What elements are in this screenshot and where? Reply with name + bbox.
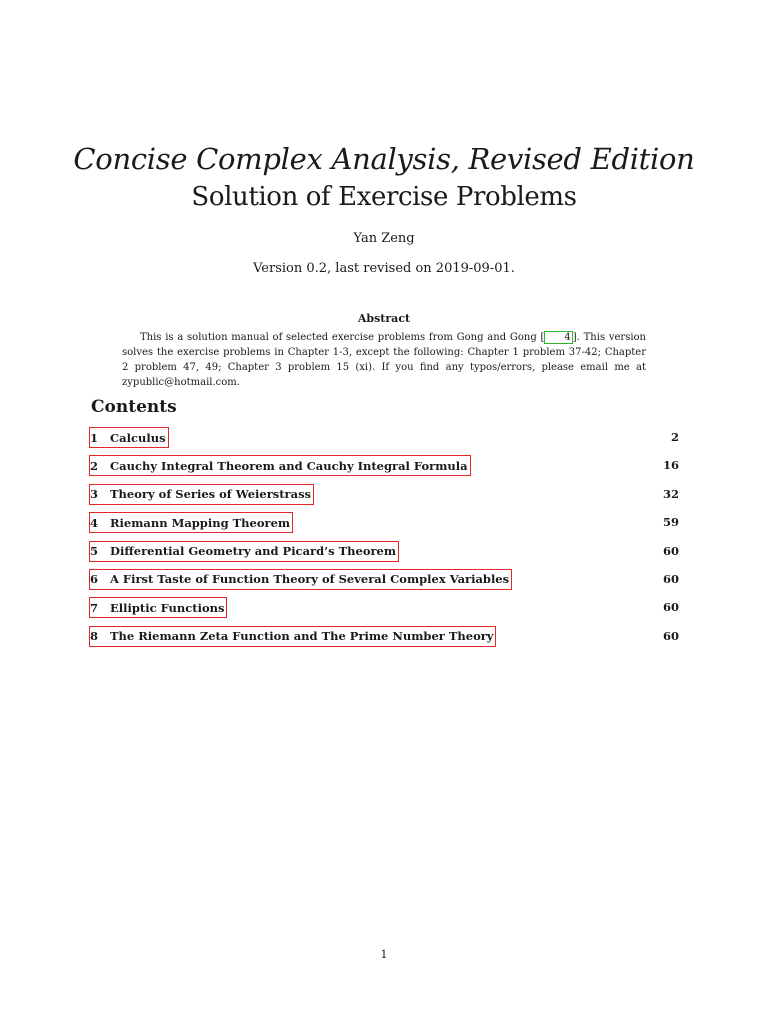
toc-link-6[interactable] (89, 569, 512, 590)
toc-link-1[interactable] (89, 427, 169, 448)
toc-link-7[interactable] (89, 597, 227, 618)
version-line: Version 0.2, last revised on 2019-09-01. (253, 261, 515, 276)
toc-row (89, 597, 679, 625)
toc-title: The Riemann Zeta Function and The Prime Number Theory (110, 629, 494, 644)
title-line-1: Concise Complex Analysis, Revised Edition (73, 142, 695, 176)
toc-row (89, 569, 679, 597)
abstract-text (122, 330, 646, 390)
title-line-2: Solution of Exercise Problems (191, 182, 577, 212)
toc-number: 8 (90, 629, 99, 644)
toc-title: Theory of Series of Weierstrass (110, 487, 312, 502)
toc-row (89, 484, 679, 512)
contents-heading: Contents (91, 397, 177, 417)
toc-row (89, 626, 679, 654)
toc-link-5[interactable] (89, 541, 399, 562)
toc-number: 1 (90, 430, 99, 445)
toc-page-number: 60 (662, 600, 679, 615)
toc-number: 6 (90, 572, 99, 587)
toc-page-number: 32 (662, 486, 679, 501)
toc-number: 7 (90, 600, 99, 615)
abstract-heading: Abstract (357, 312, 411, 325)
toc-row (89, 512, 679, 540)
toc-page-number: 60 (662, 571, 679, 586)
table-of-contents (89, 427, 679, 654)
toc-title: Riemann Mapping Theorem (110, 515, 291, 530)
toc-number: 3 (90, 487, 99, 502)
toc-number: 4 (90, 515, 99, 530)
toc-link-3[interactable] (89, 484, 314, 505)
toc-title: A First Taste of Function Theory of Several Complex Variables (110, 572, 510, 587)
page-number: 1 (380, 948, 388, 961)
toc-page-number: 59 (662, 515, 679, 530)
abstract-text-start: This is a solution manual of selected exercise problems from Gong and Gong [ (140, 332, 545, 343)
toc-number: 2 (90, 458, 99, 473)
toc-link-2[interactable] (89, 455, 471, 476)
toc-title: Elliptic Functions (110, 600, 225, 615)
toc-title: Cauchy Integral Theorem and Cauchy Integral Formula (110, 458, 468, 473)
toc-title: Calculus (110, 430, 166, 445)
toc-link-8[interactable] (89, 626, 496, 647)
toc-number: 5 (90, 544, 99, 559)
document-title (0, 140, 768, 216)
toc-link-4[interactable] (89, 512, 293, 533)
citation-link[interactable]: 4 (544, 331, 572, 344)
toc-page-number: 16 (662, 458, 679, 473)
toc-page-number: 2 (670, 430, 679, 444)
abstract-text-end: ]. This version solves the exercise problems in Chapter 1-3, except the following: Chapter 1 problem 37-42; Chapter 2 problem 47, 49; Chapter 3 problem 15 (xi). If you find any typos/errors, please email me at zypublic@hotmail.com. (122, 332, 646, 388)
toc-page-number: 60 (662, 543, 679, 558)
toc-row (89, 455, 679, 483)
toc-row (89, 427, 679, 455)
toc-title: Differential Geometry and Picard’s Theorem (110, 544, 397, 559)
author-name: Yan Zeng (353, 231, 415, 246)
toc-row (89, 541, 679, 569)
toc-page-number: 60 (662, 628, 679, 643)
